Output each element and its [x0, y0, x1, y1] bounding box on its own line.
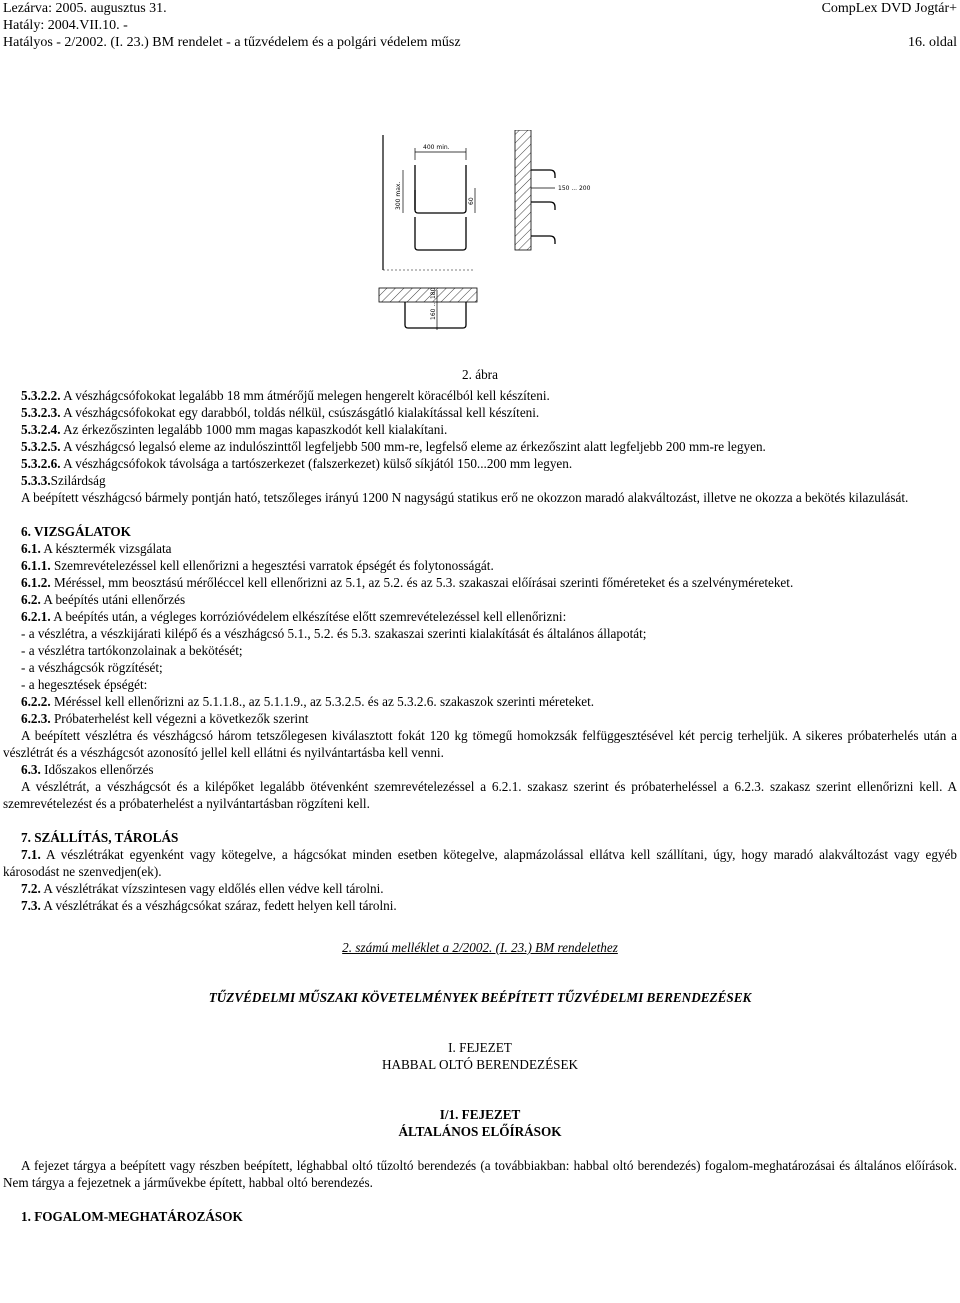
annex-reference	[3, 939, 957, 956]
paragraph-611: 6.1.1. Szemrevételezéssel kell ellenőrizni a hegesztési varratok épségét és folytonosságát.	[21, 558, 494, 573]
paragraph-533: A beépített vészhágcsó bármely pontján ható, tetszőleges irányú 1200 N nagyságú statikus erő ne okozzon maradó alakváltozást, illetve ne okozza a bekötés kilazulását.	[21, 490, 909, 505]
paragraph-5322: 5.3.2.2. A vészhágcsófokokat legalább 18 mm átmérőjű melegen hengerelt köracélból kell készíteni.	[21, 388, 550, 403]
header-closed-date: Lezárva: 2005. augusztus 31.	[3, 1, 167, 16]
section-6-title: 6. VIZSGÁLATOK	[21, 524, 131, 539]
chapter-1-title: HABBAL OLTÓ BERENDEZÉSEK	[381, 1057, 579, 1072]
paragraph-63-body: A vészlétrát, a vészhágcsót és a kilépőket legalább ötévenként szemrevételezéssel a 6.2.1. szakasz szerint és próbaterheléssel a 6.2.3. szakasz szerint ellenőrizni kell. A szemrevételezést és a próbaterhelést a nyilvántartásban rögzíteni kell.	[3, 779, 957, 811]
paragraph-5325: 5.3.2.5. A vészhágcsó legalsó eleme az indulószinttől legfeljebb 500 mm-re, legfelső eleme az érkezőszint alatt legfeljebb 200 mm-re legyen.	[21, 439, 766, 454]
paragraph-623-body: A beépített vészlétra és vészhágcsó három tetszőlegesen kiválasztott fokát 120 kg tömegű homokzsák felfüggesztésével két percig terheljük. A sikeres próbaterhelés után a vészlétrát és a vészhágcsót azonosító jellel kell ellátni és nyilvántartásba kell venni.	[3, 728, 957, 760]
section-1-title: 1. FOGALOM-MEGHATÁROZÁSOK	[21, 1209, 243, 1224]
paragraph-623: 6.2.3. Próbaterhelést kell végezni a következők szerint	[21, 711, 309, 726]
paragraph-71: 7.1. A vészlétrákat egyenként vagy kötegelve, a hágcsókat minden esetben kötegelve, alapmázolással ellátva kell szállítani, úgy, hogy maradó alakváltozást vagy egyéb károsodást ne szenvedjen(ek).	[3, 847, 957, 879]
paragraph-5326: 5.3.2.6. A vészhágcsófokok távolsága a tartószerkezet (falszerkezet) külső síkjától 150...200 mm legyen.	[21, 456, 573, 471]
dim-60-label: 60	[468, 197, 475, 205]
figure-caption: 2. ábra	[462, 367, 498, 382]
dash-item-1: - a vészlétra, a vészkijárati kilépő és a vészhágcsó 5.1., 5.2. és 5.3. szakaszai szerinti kialakítását és általános állapotát;	[21, 626, 647, 641]
paragraph-533-title: 5.3.3.Szilárdság	[21, 473, 106, 488]
page-header	[3, 0, 957, 51]
section-7-title: 7. SZÁLLÍTÁS, TÁROLÁS	[21, 830, 179, 845]
paragraph-621: 6.2.1. A beépítés után, a végleges korrózióvédelem elkészítése előtt szemrevételezéssel kell ellenőrizni:	[21, 609, 567, 624]
floor-section	[379, 287, 477, 330]
chapter-intro: A fejezet tárgya a beépített vagy részben beépített, léghabbal oltó tűzoltó berendezés (a továbbiakban: habbal oltó berendezés) fogalom-meghatározásai és általános előírások. Nem tárgya a fejezetnek a járművekbe épített, habbal oltó berendezés.	[3, 1158, 957, 1190]
wall-section	[515, 130, 591, 250]
document-body	[3, 387, 957, 1225]
paragraph-62: 6.2. A beépítés utáni ellenőrzés	[21, 592, 186, 607]
paragraph-61: 6.1. A késztermék vizsgálata	[21, 541, 172, 556]
annex-link[interactable]: 2. számú melléklet a 2/2002. (I. 23.) BM rendelethez	[342, 940, 618, 955]
dash-item-2: - a vészlétra tartókonzolainak a bekötését;	[21, 643, 243, 658]
dash-item-4: - a hegesztések épségét:	[21, 677, 148, 692]
chapter-1-label: I. FEJEZET	[448, 1040, 512, 1055]
chapter-1-1-label: I/1. FEJEZET	[439, 1107, 521, 1122]
left-ladder-elevation	[383, 135, 475, 270]
annex-title: TŰZVÉDELMI MŰSZAKI KÖVETELMÉNYEK BEÉPÍTETT TŰZVÉDELMI BERENDEZÉSEK	[208, 990, 752, 1005]
header-effect-date: Hatály: 2004.VII.10. -	[3, 18, 128, 33]
header-product: CompLex DVD Jogtár+	[821, 1, 957, 16]
dim-400-label: 400 min.	[423, 144, 450, 151]
dim-150-200-label: 150 ... 200	[558, 185, 591, 192]
paragraph-622: 6.2.2. Méréssel kell ellenőrizni az 5.1.1.8., az 5.1.1.9., az 5.3.2.5. és az 5.3.2.6. szakaszok szerinti méreteket.	[21, 694, 595, 709]
dim-160-180-label: 160 ... 180	[430, 287, 437, 320]
header-page-number: 16. oldal	[908, 35, 957, 50]
dash-item-3: - a vészhágcsók rögzítését;	[21, 660, 163, 675]
paragraph-5324: 5.3.2.4. Az érkezőszinten legalább 1000 mm magas kapaszkodót kell kialakítani.	[21, 422, 448, 437]
chapter-1-1-title: ÁLTALÁNOS ELŐÍRÁSOK	[398, 1124, 562, 1139]
dim-300-label: 300 max.	[395, 181, 402, 210]
ladder-figure	[375, 130, 605, 345]
paragraph-73: 7.3. A vészlétrákat és a vészhágcsókat száraz, fedett helyen kell tárolni.	[21, 898, 397, 913]
paragraph-72: 7.2. A vészlétrákat vízszintesen vagy eldőlés ellen védve kell tárolni.	[21, 881, 384, 896]
paragraph-5323: 5.3.2.3. A vészhágcsófokokat egy darabból, toldás nélkül, csúszásgátló kialakítással kell készíteni.	[21, 405, 540, 420]
paragraph-63: 6.3. Időszakos ellenőrzés	[21, 762, 154, 777]
header-document-title: Hatályos - 2/2002. (I. 23.) BM rendelet - a tűzvédelem és a polgári védelem műsz	[3, 35, 461, 50]
paragraph-612: 6.1.2. Méréssel, mm beosztású mérőléccel kell ellenőrizni az 5.1, az 5.2. és az 5.3. szakaszai előírásai szerinti főméreteket és a szelvényméreteket.	[21, 575, 794, 590]
